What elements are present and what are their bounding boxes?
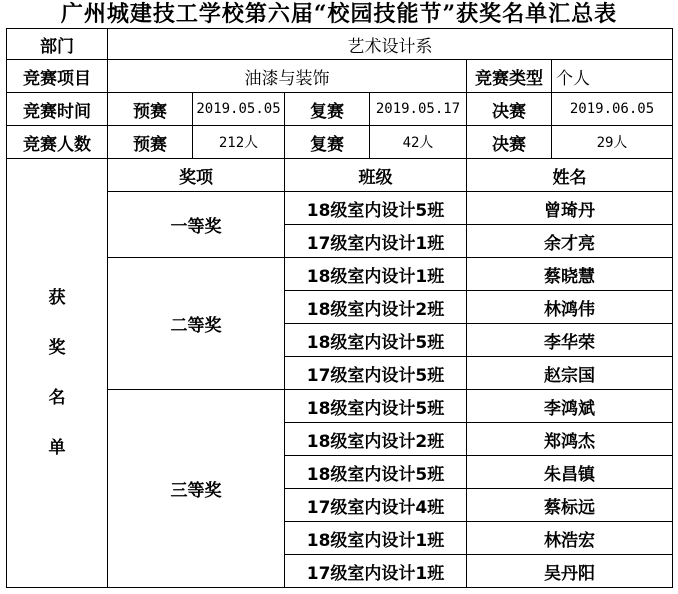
winner-name: 朱昌镇 <box>467 456 673 489</box>
page-title: 广州城建技工学校第六届“校园技能节”获奖名单汇总表 <box>60 1 618 27</box>
winner-name: 赵宗国 <box>467 357 673 390</box>
winners-vertical-char: 获 <box>48 288 66 308</box>
project-label: 竞赛项目 <box>7 60 108 93</box>
winners-vertical-char: 名 <box>48 388 66 408</box>
type-label: 竞赛类型 <box>467 60 552 93</box>
awards-table <box>6 28 673 588</box>
time-final-label: 决赛 <box>467 93 552 126</box>
count-semi-value: 42人 <box>370 126 467 159</box>
type-value: 个人 <box>552 60 673 93</box>
winners-vertical-label <box>7 159 108 588</box>
department-label: 部门 <box>7 29 108 60</box>
count-prelim-label: 预赛 <box>108 126 193 159</box>
winner-class: 17级室内设计5班 <box>285 357 467 390</box>
time-semi-value: 2019.05.17 <box>370 93 467 126</box>
winner-name: 蔡标远 <box>467 489 673 522</box>
count-semi-label: 复赛 <box>285 126 370 159</box>
class-column-header: 班级 <box>285 159 467 192</box>
winner-name: 李华荣 <box>467 324 673 357</box>
time-semi-label: 复赛 <box>285 93 370 126</box>
count-final-value: 29人 <box>552 126 673 159</box>
winner-class: 18级室内设计2班 <box>285 423 467 456</box>
winners-vertical-char: 奖 <box>48 338 66 358</box>
winner-class: 18级室内设计5班 <box>285 192 467 225</box>
count-final-label: 决赛 <box>467 126 552 159</box>
winner-class: 18级室内设计1班 <box>285 258 467 291</box>
award-column-header: 奖项 <box>108 159 285 192</box>
winner-class: 17级室内设计1班 <box>285 555 467 588</box>
project-value: 油漆与装饰 <box>108 60 467 93</box>
winner-class: 18级室内设计5班 <box>285 390 467 423</box>
winner-class: 18级室内设计5班 <box>285 324 467 357</box>
department-value: 艺术设计系 <box>108 29 673 60</box>
winner-name: 李鸿斌 <box>467 390 673 423</box>
time-label: 竞赛时间 <box>7 93 108 126</box>
time-final-value: 2019.06.05 <box>552 93 673 126</box>
count-prelim-value: 212人 <box>193 126 285 159</box>
winner-class: 18级室内设计2班 <box>285 291 467 324</box>
winner-name: 蔡晓慧 <box>467 258 673 291</box>
winner-name: 郑鸿杰 <box>467 423 673 456</box>
winner-class: 17级室内设计1班 <box>285 225 467 258</box>
award-level: 三等奖 <box>108 390 285 588</box>
winner-class: 18级室内设计1班 <box>285 522 467 555</box>
count-label: 竞赛人数 <box>7 126 108 159</box>
time-prelim-value: 2019.05.05 <box>193 93 285 126</box>
time-prelim-label: 预赛 <box>108 93 193 126</box>
winner-name: 曾琦丹 <box>467 192 673 225</box>
winner-name: 林鸿伟 <box>467 291 673 324</box>
name-column-header: 姓名 <box>467 159 673 192</box>
winner-name: 吴丹阳 <box>467 555 673 588</box>
winner-name: 林浩宏 <box>467 522 673 555</box>
award-level: 一等奖 <box>108 192 285 258</box>
winner-name: 余才亮 <box>467 225 673 258</box>
winners-vertical-char: 单 <box>48 438 66 458</box>
winner-class: 17级室内设计4班 <box>285 489 467 522</box>
winner-class: 18级室内设计5班 <box>285 456 467 489</box>
award-level: 二等奖 <box>108 258 285 390</box>
